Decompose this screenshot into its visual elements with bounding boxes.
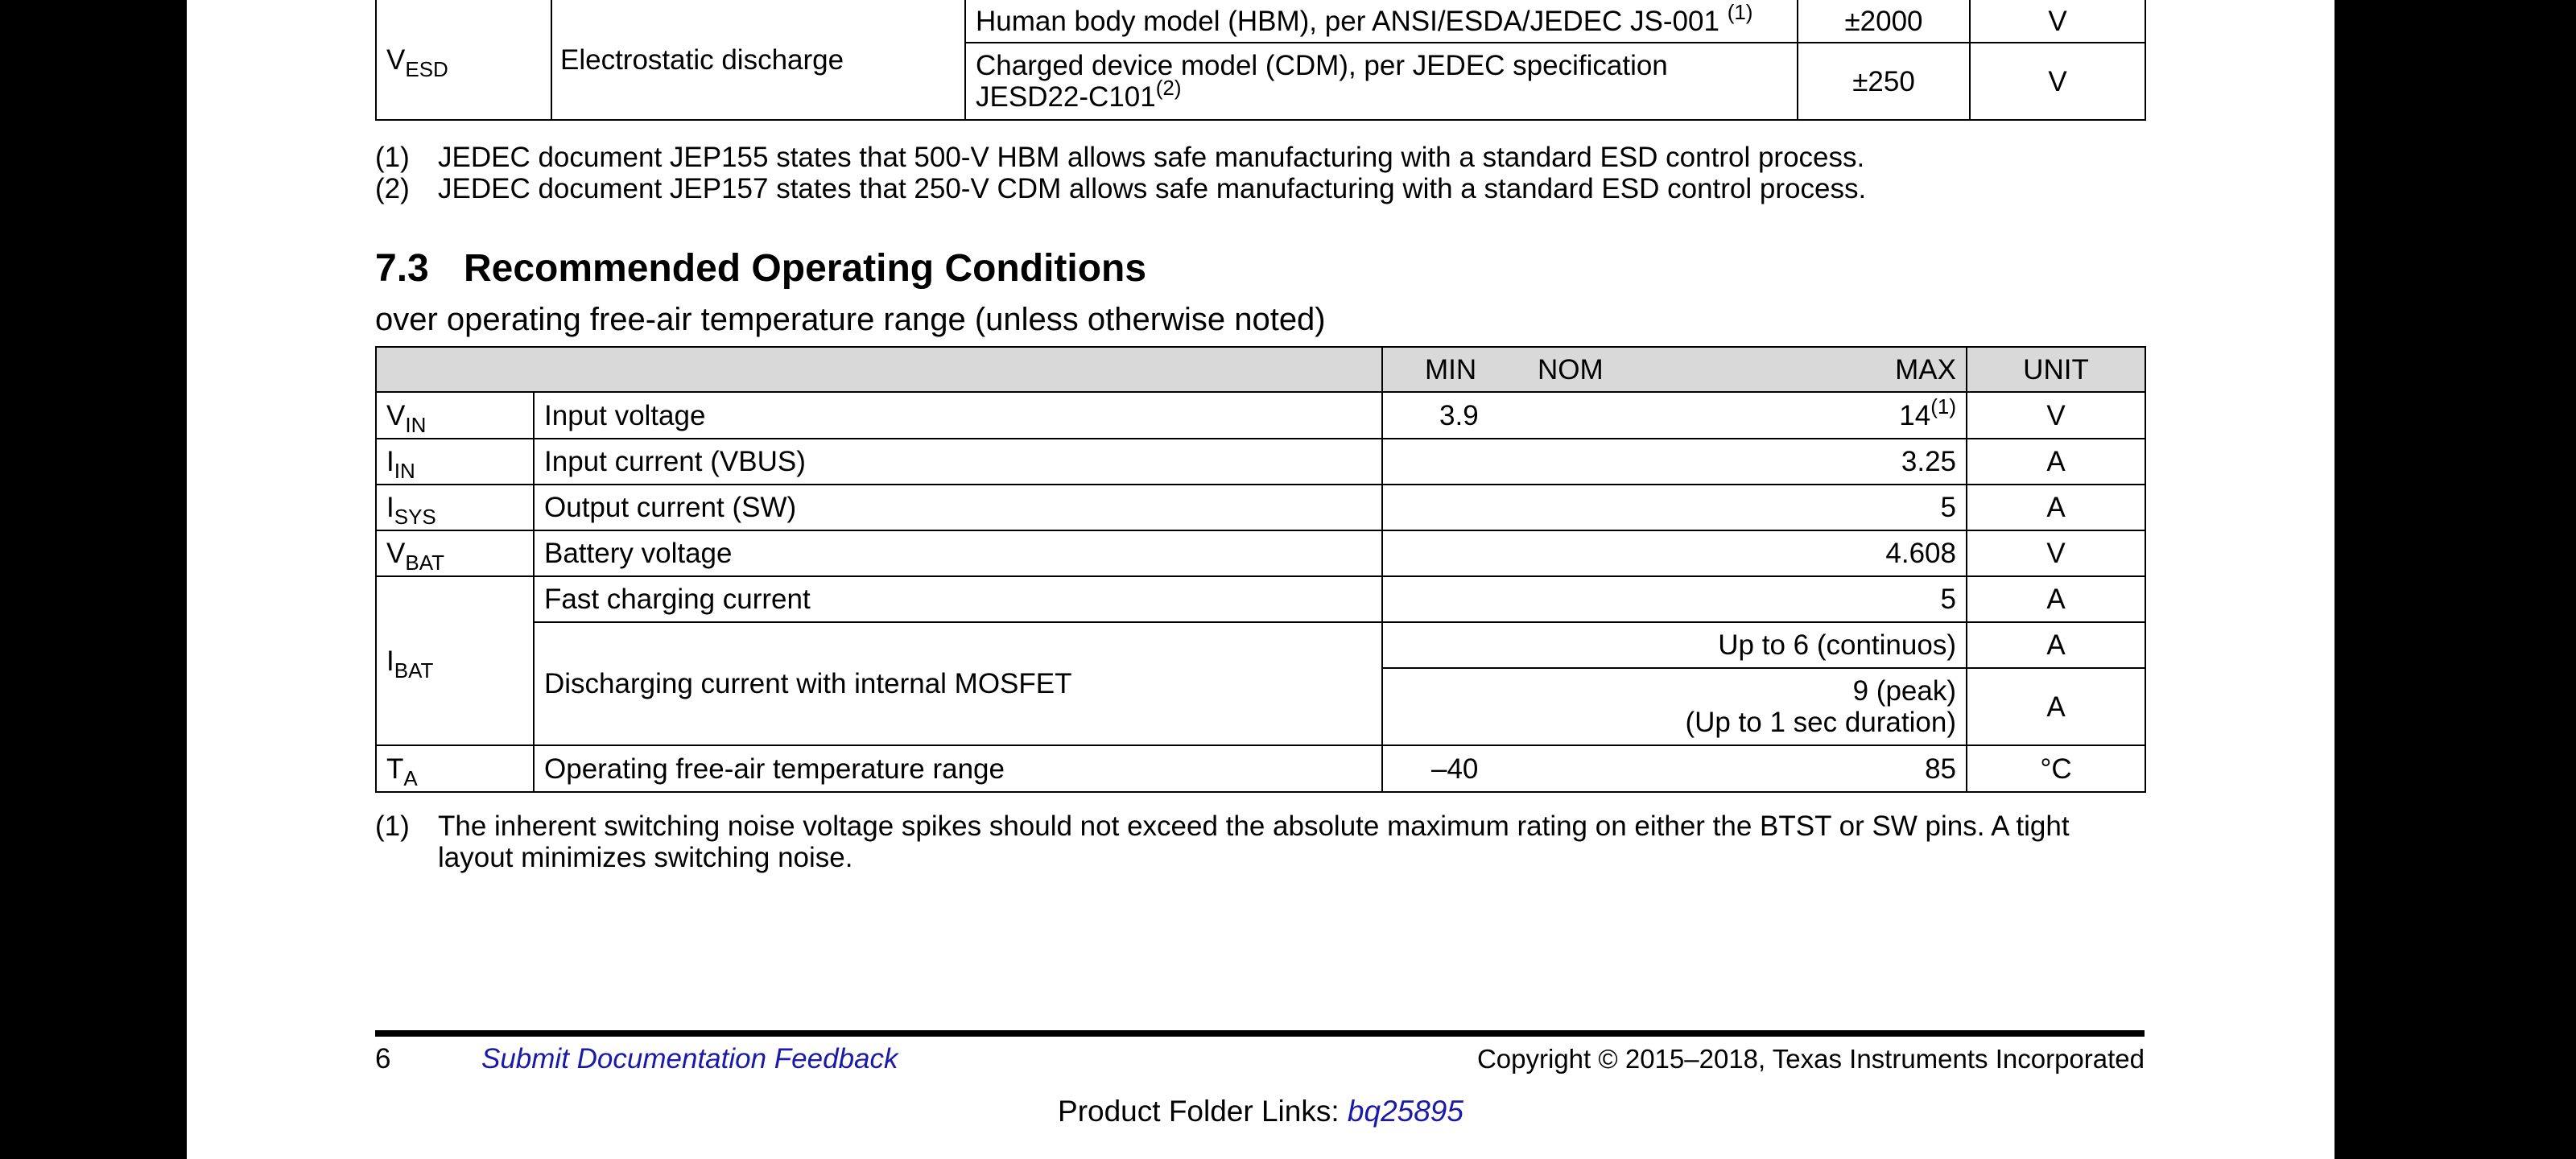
unit: A bbox=[1967, 439, 2145, 485]
table-row bbox=[376, 439, 2145, 485]
parameter: Discharging current with internal MOSFET bbox=[534, 622, 1382, 745]
unit: A bbox=[1967, 668, 2145, 745]
esd-value-hbm: ±2000 bbox=[1798, 0, 1970, 43]
parameter: Operating free-air temperature range bbox=[534, 745, 1382, 792]
max-value: 9 (peak) (Up to 1 sec duration) bbox=[1382, 668, 1967, 745]
page-number: 6 bbox=[375, 1043, 391, 1074]
parameter: Input current (VBUS) bbox=[534, 439, 1382, 485]
header-unit: UNIT bbox=[1967, 347, 2145, 392]
footnote: (2) JEDEC document JEP157 states that 250-V CDM allows safe manufacturing with a standard ESD control process. bbox=[375, 173, 1867, 204]
roc-notes bbox=[375, 810, 2145, 873]
symbol: $I_{IN}$ bbox=[376, 439, 534, 485]
symbol: $I_{BAT}$ bbox=[376, 576, 534, 745]
conditions-text: over operating free-air temperature range (unless otherwise noted) bbox=[375, 302, 1326, 337]
section-heading: 7.3 Recommended Operating Conditions bbox=[375, 247, 1147, 290]
table-row bbox=[376, 745, 2145, 792]
product-folder-links: Product Folder Links: bq25895 bbox=[1058, 1095, 1463, 1128]
table-row bbox=[376, 622, 2145, 668]
table-row bbox=[376, 576, 2145, 622]
product-link[interactable]: bq25895 bbox=[1347, 1095, 1463, 1128]
esd-parameter: Electrostatic discharge bbox=[551, 0, 965, 120]
header-min: MIN bbox=[1425, 354, 1477, 386]
max-value: 5 bbox=[1382, 485, 1967, 530]
symbol: $V_{IN}$ bbox=[376, 392, 534, 439]
esd-unit-hbm: V bbox=[1970, 0, 2145, 43]
unit: A bbox=[1967, 622, 2145, 668]
feedback-link[interactable]: Submit Documentation Feedback bbox=[481, 1043, 898, 1074]
values bbox=[1382, 392, 1967, 439]
roc-table bbox=[375, 346, 2146, 793]
max-value: 5 bbox=[1382, 576, 1967, 622]
unit: V bbox=[1967, 530, 2145, 576]
table-row bbox=[376, 0, 2145, 43]
document-page bbox=[187, 0, 2334, 1159]
max-value: 4.608 bbox=[1382, 530, 1967, 576]
esd-notes bbox=[375, 142, 2145, 204]
unit: A bbox=[1967, 485, 2145, 530]
esd-table bbox=[375, 0, 2146, 121]
symbol: $I_{SYS}$ bbox=[376, 485, 534, 530]
symbol: $V_{BAT}$ bbox=[376, 530, 534, 576]
max-value: 85 bbox=[1925, 753, 1956, 785]
esd-unit-cdm: V bbox=[1970, 43, 2145, 120]
max-value: 14$^{(1)}$ bbox=[1899, 394, 1956, 431]
header-min-nom-max bbox=[1382, 347, 1967, 392]
unit: °C bbox=[1967, 745, 2145, 792]
footer-rule bbox=[375, 1030, 2145, 1037]
esd-symbol: $V_{ESD}$ bbox=[376, 0, 551, 120]
unit: A bbox=[1967, 576, 2145, 622]
max-value: 3.25 bbox=[1382, 439, 1967, 485]
footnote: (1) The inherent switching noise voltage spikes should not exceed the absolute maximum rating on either the BTST or SW pins. A tight layout minimizes switching noise. bbox=[375, 810, 2070, 873]
min-value: –40 bbox=[1431, 753, 1479, 785]
footnote: (1) JEDEC document JEP155 states that 500-V HBM allows safe manufacturing with a standard ESD control process. bbox=[375, 142, 1865, 173]
parameter: Output current (SW) bbox=[534, 485, 1382, 530]
esd-condition-cdm: Charged device model (CDM), per JEDEC specification JESD22-C101$^{(2)}$ bbox=[965, 43, 1798, 120]
parameter: Fast charging current bbox=[534, 576, 1382, 622]
parameter: Input voltage bbox=[534, 392, 1382, 439]
values bbox=[1382, 745, 1967, 792]
unit: V bbox=[1967, 392, 2145, 439]
page-content bbox=[375, 0, 2145, 873]
copyright: Copyright © 2015–2018, Texas Instruments Incorporated bbox=[1476, 1044, 2145, 1074]
table-row bbox=[376, 485, 2145, 530]
esd-value-cdm: ±250 bbox=[1798, 43, 1970, 120]
table-row bbox=[376, 530, 2145, 576]
table-header-row bbox=[376, 347, 2145, 392]
symbol: $T_A$ bbox=[376, 745, 534, 792]
header-nom: NOM bbox=[1538, 354, 1604, 386]
table-row bbox=[376, 392, 2145, 439]
max-value: Up to 6 (continuos) bbox=[1382, 622, 1967, 668]
min-value: 3.9 bbox=[1439, 400, 1479, 431]
parameter: Battery voltage bbox=[534, 530, 1382, 576]
esd-condition-hbm: Human body model (HBM), per ANSI/ESDA/JEDEC JS-001 $^{(1)}$ bbox=[965, 0, 1798, 43]
header-max: MAX bbox=[1895, 354, 1956, 386]
